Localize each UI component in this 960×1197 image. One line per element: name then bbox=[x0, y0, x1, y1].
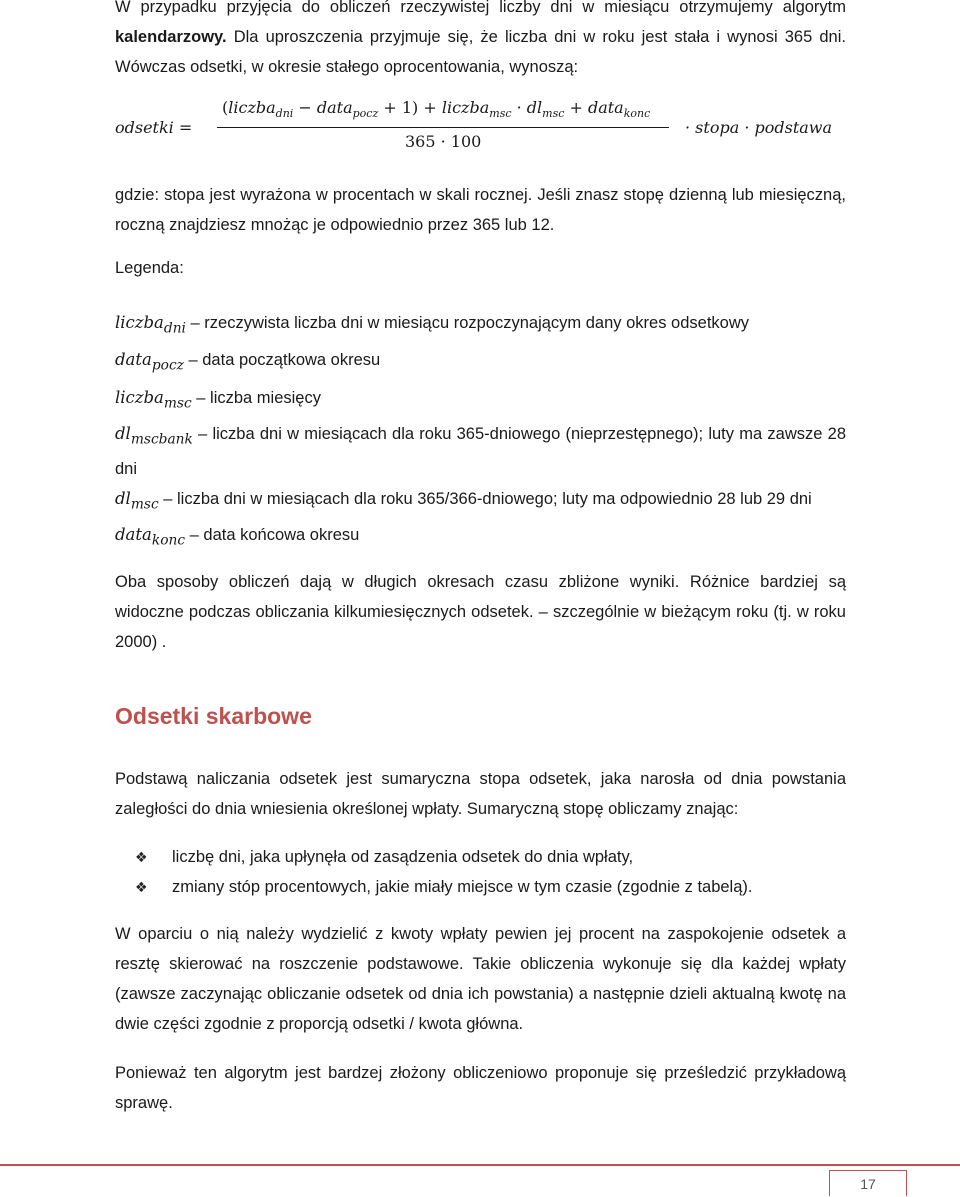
formula-lhs: odsetki = bbox=[115, 118, 193, 137]
legend-item bbox=[115, 307, 846, 344]
intro-bold-term: kalendarzowy. bbox=[115, 28, 227, 46]
diamond-star-icon: ❖ bbox=[135, 849, 148, 865]
gdzie-paragraph: gdzie: stopa jest wyrażona w procentach w skali rocznej. Jeśli znasz stopę dzienną lub miesięczną, roczną znajdziesz mnożąc je odpowiednio przez 365 lub 12. bbox=[115, 186, 846, 234]
list-item bbox=[115, 842, 846, 872]
legend-symbol: dl bbox=[115, 423, 131, 443]
bullet-list bbox=[115, 842, 846, 902]
podstawa-paragraph: Podstawą naliczania odsetek jest sumaryczna stopa odsetek, jaka narosła od dnia powstania zaległości do dnia wniesienia określonej wpłaty. Sumaryczną stopę obliczamy znając: bbox=[115, 770, 846, 818]
formula-paren-open: ( bbox=[222, 98, 229, 117]
formula-var: dl bbox=[526, 98, 543, 117]
fraction-bar bbox=[217, 127, 669, 128]
legend-item bbox=[115, 382, 846, 419]
legend-list bbox=[115, 307, 846, 557]
legend-description: – liczba dni w miesiącach dla roku 365/366-dniowego; luty ma odpowiednio 28 lub 29 dni bbox=[158, 490, 812, 509]
diamond-star-icon: ❖ bbox=[135, 879, 148, 895]
formula-sub: pocz bbox=[352, 107, 379, 120]
legend-subscript: msc bbox=[163, 394, 192, 411]
list-item-text: liczbę dni, jaka upłynęła od zasądzenia odsetek do dnia wpłaty, bbox=[172, 848, 634, 866]
legend-subscript: konc bbox=[151, 532, 186, 549]
legend-description: – liczba dni w miesiącach dla roku 365-dniowego (nieprzestępnego); luty ma zawsze 28 dni bbox=[115, 424, 846, 479]
legend-item bbox=[115, 484, 846, 519]
intro-text-rest: Dla uproszczenia przyjmuje się, że liczba dni w roku jest stała i wynosi 365 dni. Wówczas odsetki, w okresie stałego oprocentowania, wynoszą: bbox=[115, 28, 846, 76]
legend-subscript: pocz bbox=[151, 357, 184, 374]
legend-item bbox=[115, 519, 846, 556]
formula-op: + bbox=[564, 98, 588, 117]
intro-paragraph bbox=[115, 0, 846, 82]
legend-item bbox=[115, 419, 846, 484]
formula-sub: dni bbox=[275, 107, 294, 120]
footer-rule bbox=[0, 1164, 960, 1166]
list-item bbox=[115, 872, 846, 902]
section-heading: Odsetki skarbowe bbox=[115, 703, 312, 729]
formula-var: data bbox=[316, 98, 353, 117]
formula-sub: konc bbox=[623, 107, 651, 120]
legend-description: – data końcowa okresu bbox=[185, 526, 360, 545]
formula-op: + bbox=[418, 98, 442, 117]
formula-var: liczba bbox=[228, 98, 276, 117]
legend-symbol: data bbox=[115, 525, 152, 545]
formula-paren-close: ) bbox=[412, 98, 419, 117]
legend-symbol: liczba bbox=[115, 387, 164, 407]
legend-subscript: msc bbox=[130, 496, 159, 513]
legend-description: – liczba miesięcy bbox=[191, 388, 321, 407]
legend-symbol: dl bbox=[115, 489, 131, 509]
formula-sub: msc bbox=[542, 107, 565, 120]
intro-text-start: W przypadku przyjęcia do obliczeń rzeczywistej liczby dni w miesiącu otrzymujemy algorytm bbox=[115, 0, 846, 16]
legend-subscript: mscbank bbox=[130, 431, 193, 448]
legend-title: Legenda: bbox=[115, 259, 184, 277]
legend-item bbox=[115, 344, 846, 381]
formula-numerator bbox=[222, 98, 651, 120]
formula-rhs: · stopa · podstawa bbox=[685, 118, 833, 137]
formula-op: · bbox=[511, 98, 527, 117]
formula-denominator: 365 · 100 bbox=[405, 132, 482, 151]
oba-paragraph: Oba sposoby obliczeń dają w długich okresach czasu zbliżone wyniki. Różnice bardziej są widoczne podczas obliczania kilkumiesięcznych odsetek. – szczególnie w bieżącym roku (tj. w roku 2000) . bbox=[115, 573, 846, 651]
poniewaz-paragraph: Ponieważ ten algorytm jest bardzej złożony obliczeniowo proponuje się prześledzić przykładową sprawę. bbox=[115, 1064, 846, 1112]
formula-sub: msc bbox=[489, 107, 512, 120]
oparciu-paragraph: W oparciu o nią należy wydzielić z kwoty wpłaty pewien jej procent na zaspokojenie odsetek a resztę skierować na roszczenie podstawowe. Takie obliczenia wykonuje się dla każdej wpłaty (zawsze zaczynając obliczanie odsetek od dnia ich powstania) a następnie dzieli aktualną kwotę na dwie części zgodnie z proporcją odsetki / kwota główna. bbox=[115, 925, 846, 1033]
page-number: 17 bbox=[829, 1170, 907, 1196]
formula-op: + 1 bbox=[378, 98, 413, 117]
legend-description: – data początkowa okresu bbox=[183, 351, 381, 370]
legend-description: – rzeczywista liczba dni w miesiącu rozpoczynającym dany okres odsetkowy bbox=[185, 314, 750, 332]
formula-var: data bbox=[587, 98, 624, 117]
formula-var: liczba bbox=[441, 98, 490, 117]
interest-formula bbox=[115, 98, 846, 168]
legend-symbol: liczba bbox=[115, 313, 164, 332]
legend-subscript: dni bbox=[163, 320, 186, 337]
list-item-text: zmiany stóp procentowych, jakie miały miejsce w tym czasie (zgodnie z tabelą). bbox=[172, 878, 753, 896]
formula-op: − bbox=[293, 98, 317, 117]
legend-symbol: data bbox=[115, 350, 152, 370]
